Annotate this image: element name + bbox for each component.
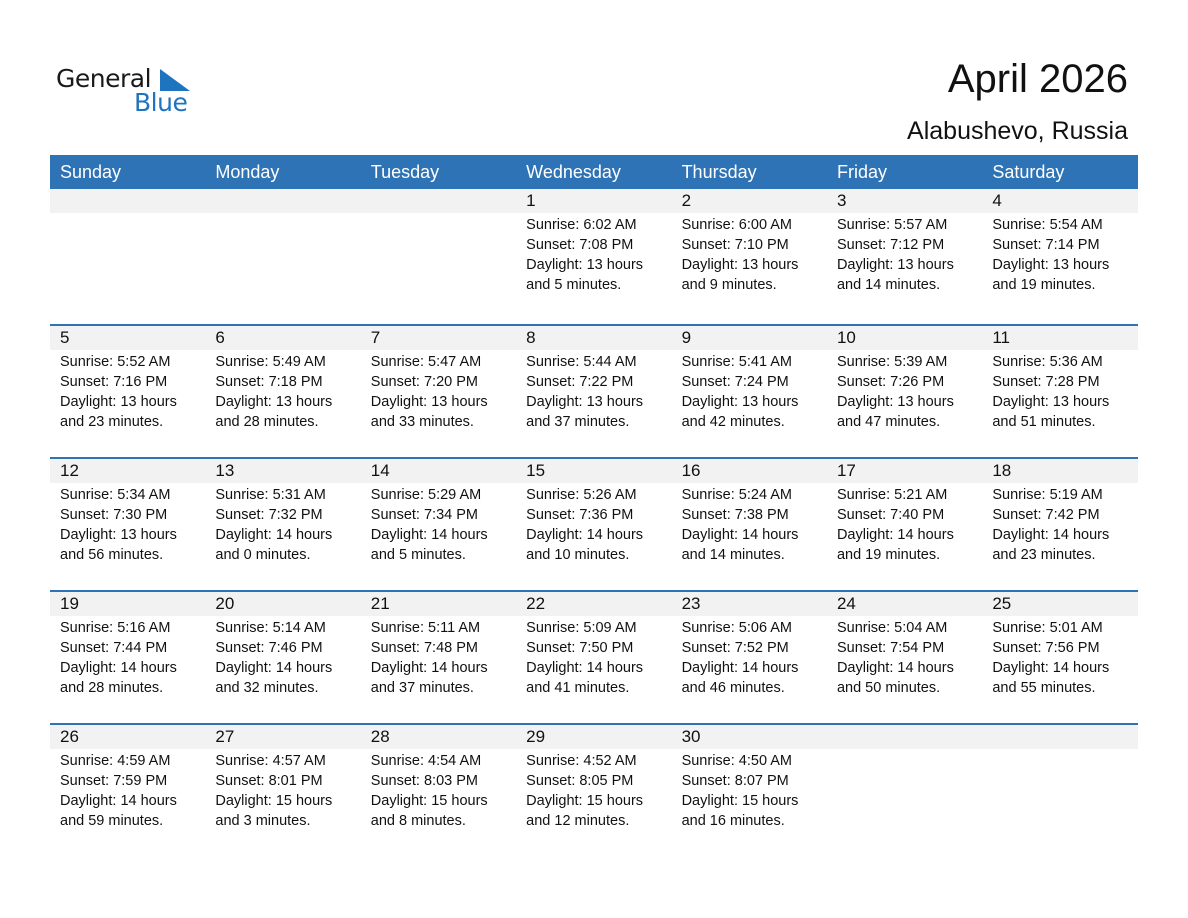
daylight-text: Daylight: 15 hours — [526, 793, 644, 809]
minutes-text: and 33 minutes. — [370, 414, 474, 430]
minutes-text: and 5 minutes. — [526, 277, 622, 293]
sun-info — [215, 485, 360, 565]
weekday-friday: Friday — [836, 162, 887, 182]
sunrise-text: Sunrise: 5:06 AM — [681, 620, 792, 636]
sunset-text: Sunset: 7:24 PM — [681, 374, 789, 390]
minutes-text: and 3 minutes. — [215, 813, 311, 829]
sun-info — [682, 352, 827, 432]
day-cell — [516, 326, 671, 432]
daylight-text: Daylight: 14 hours — [215, 527, 333, 543]
day-cell — [827, 725, 982, 831]
day-cell — [516, 189, 671, 295]
day-number — [60, 189, 205, 213]
minutes-text: and 19 minutes. — [836, 547, 941, 563]
sun-info — [992, 352, 1137, 432]
weekday-saturday: Saturday — [992, 162, 1065, 182]
day-number: 15 — [526, 461, 546, 480]
day-cell — [205, 459, 360, 565]
sun-info — [992, 215, 1137, 295]
day-number: 16 — [681, 461, 701, 480]
day-cell — [205, 189, 360, 295]
minutes-text: and 8 minutes. — [370, 813, 466, 829]
calendar-week — [50, 189, 1138, 324]
calendar-weeks — [50, 189, 1138, 856]
sunset-text: Sunset: 7:56 PM — [992, 640, 1100, 656]
day-number: 25 — [992, 594, 1012, 613]
daylight-text: Daylight: 13 hours — [992, 394, 1110, 410]
sun-info — [60, 485, 205, 565]
sunset-text: Sunset: 7:36 PM — [526, 507, 634, 523]
sunrise-text: Sunrise: 5:24 AM — [681, 487, 792, 503]
sun-info — [682, 215, 827, 295]
day-number — [371, 189, 516, 213]
weekday-tuesday: Tuesday — [370, 162, 440, 182]
sun-info — [371, 751, 516, 831]
daylight-text: Daylight: 14 hours — [370, 660, 488, 676]
day-number: 6 — [215, 328, 225, 347]
sunset-text: Sunset: 7:42 PM — [992, 507, 1100, 523]
daylight-text: Daylight: 14 hours — [60, 793, 177, 809]
sunset-text: Sunset: 7:34 PM — [370, 507, 478, 523]
day-cell — [50, 189, 205, 295]
daylight-text: Daylight: 14 hours — [836, 660, 954, 676]
day-number: 10 — [836, 328, 856, 347]
sunset-text: Sunset: 7:50 PM — [526, 640, 634, 656]
sun-info — [682, 485, 827, 565]
day-number: 11 — [992, 328, 1010, 347]
minutes-text: and 10 minutes. — [526, 547, 630, 563]
daylight-text: Daylight: 14 hours — [992, 660, 1110, 676]
minutes-text: and 5 minutes. — [370, 547, 466, 563]
day-cell — [516, 725, 671, 831]
sun-info — [526, 751, 671, 831]
minutes-text: and 23 minutes. — [992, 547, 1096, 563]
sunrise-text: Sunrise: 5:09 AM — [526, 620, 637, 636]
sun-info — [215, 352, 360, 432]
daylight-text: Daylight: 14 hours — [992, 527, 1110, 543]
minutes-text: and 37 minutes. — [526, 414, 630, 430]
daylight-text: Daylight: 13 hours — [370, 394, 488, 410]
day-number: 2 — [681, 191, 692, 210]
daylight-text: Daylight: 14 hours — [681, 660, 799, 676]
sunset-text: Sunset: 7:08 PM — [526, 237, 634, 253]
day-cell — [50, 459, 205, 565]
minutes-text: and 51 minutes. — [992, 414, 1096, 430]
minutes-text: and 55 minutes. — [992, 680, 1096, 696]
daylight-text: Daylight: 14 hours — [370, 527, 488, 543]
day-number: 26 — [60, 727, 79, 746]
daylight-text: Daylight: 13 hours — [60, 394, 177, 410]
day-number: 17 — [836, 461, 856, 480]
sun-info — [837, 485, 982, 565]
day-cell — [672, 326, 827, 432]
sunset-text: Sunset: 7:22 PM — [526, 374, 634, 390]
sunrise-text: Sunrise: 5:44 AM — [526, 354, 637, 370]
daylight-text: Daylight: 14 hours — [526, 660, 644, 676]
sunset-text: Sunset: 8:03 PM — [370, 773, 478, 789]
calendar — [50, 155, 1138, 856]
page-title: April 2026 — [947, 57, 1128, 101]
day-number: 20 — [215, 594, 235, 613]
day-number: 19 — [60, 594, 79, 613]
day-cell — [982, 592, 1137, 698]
logo-general-text: General — [56, 64, 152, 93]
day-cell — [50, 326, 205, 432]
sunrise-text: Sunrise: 5:47 AM — [370, 354, 482, 370]
sun-info — [526, 352, 671, 432]
minutes-text: and 19 minutes. — [992, 277, 1096, 293]
day-number: 27 — [215, 727, 235, 746]
day-cell — [672, 725, 827, 831]
daylight-text: Daylight: 13 hours — [60, 527, 177, 543]
daylight-text: Daylight: 14 hours — [836, 527, 954, 543]
sunrise-text: Sunrise: 5:41 AM — [681, 354, 792, 370]
day-cell — [827, 459, 982, 565]
sunrise-text: Sunrise: 4:50 AM — [681, 753, 792, 769]
location-subtitle: Alabushevo, Russia — [907, 117, 1128, 145]
sun-info — [60, 352, 205, 432]
sunrise-text: Sunrise: 5:39 AM — [836, 354, 948, 370]
sunrise-text: Sunrise: 6:00 AM — [681, 217, 792, 233]
day-cell — [672, 459, 827, 565]
week-row — [50, 725, 1138, 831]
sunset-text: Sunset: 7:10 PM — [681, 237, 789, 253]
sunrise-text: Sunrise: 4:59 AM — [60, 753, 171, 769]
minutes-text: and 16 minutes. — [681, 813, 785, 829]
day-cell — [672, 592, 827, 698]
minutes-text: and 28 minutes. — [60, 680, 164, 696]
weekday-thursday: Thursday — [681, 162, 757, 182]
day-cell — [361, 592, 516, 698]
sunset-text: Sunset: 8:01 PM — [215, 773, 323, 789]
sunset-text: Sunset: 7:18 PM — [215, 374, 323, 390]
sun-info — [60, 751, 205, 831]
day-cell — [50, 592, 205, 698]
day-cell — [516, 459, 671, 565]
sun-info — [371, 352, 516, 432]
daylight-text: Daylight: 14 hours — [526, 527, 644, 543]
sun-info — [992, 485, 1137, 565]
sunset-text: Sunset: 7:20 PM — [370, 374, 478, 390]
day-number — [837, 725, 982, 749]
sun-info — [215, 751, 360, 831]
sunrise-text: Sunrise: 5:49 AM — [215, 354, 326, 370]
minutes-text: and 47 minutes. — [836, 414, 941, 430]
sunset-text: Sunset: 7:14 PM — [992, 237, 1100, 253]
daylight-text: Daylight: 13 hours — [992, 257, 1110, 273]
minutes-text: and 50 minutes. — [836, 680, 941, 696]
sun-info — [992, 618, 1137, 698]
day-number: 5 — [60, 328, 70, 347]
daylight-text: Daylight: 15 hours — [215, 793, 333, 809]
minutes-text: and 42 minutes. — [681, 414, 785, 430]
minutes-text: and 14 minutes. — [681, 547, 785, 563]
sunset-text: Sunset: 7:16 PM — [60, 374, 168, 390]
sun-info — [371, 485, 516, 565]
minutes-text: and 14 minutes. — [836, 277, 941, 293]
day-cell — [827, 326, 982, 432]
sun-info — [526, 618, 671, 698]
sunset-text: Sunset: 7:59 PM — [60, 773, 168, 789]
day-cell — [827, 189, 982, 295]
day-number: 18 — [992, 461, 1012, 480]
sunset-text: Sunset: 7:40 PM — [836, 507, 945, 523]
day-number — [215, 189, 360, 213]
minutes-text: and 32 minutes. — [215, 680, 319, 696]
minutes-text: and 56 minutes. — [60, 547, 164, 563]
daylight-text: Daylight: 13 hours — [836, 257, 954, 273]
week-row — [50, 592, 1138, 698]
week-row — [50, 326, 1138, 432]
sunset-text: Sunset: 7:52 PM — [681, 640, 789, 656]
calendar-week — [50, 324, 1138, 457]
sunset-text: Sunset: 8:05 PM — [526, 773, 634, 789]
minutes-text: and 46 minutes. — [681, 680, 785, 696]
minutes-text: and 9 minutes. — [681, 277, 777, 293]
day-cell — [982, 326, 1137, 432]
day-number: 29 — [526, 727, 546, 746]
day-cell — [982, 459, 1137, 565]
minutes-text: and 28 minutes. — [215, 414, 319, 430]
day-number: 8 — [526, 328, 536, 347]
sunrise-text: Sunrise: 4:54 AM — [370, 753, 482, 769]
sun-info — [837, 618, 982, 698]
sun-info — [60, 618, 205, 698]
daylight-text: Daylight: 14 hours — [60, 660, 177, 676]
week-row — [50, 459, 1138, 565]
sunrise-text: Sunrise: 5:16 AM — [60, 620, 171, 636]
day-number: 14 — [370, 461, 390, 480]
day-number — [992, 725, 1137, 749]
day-number: 9 — [681, 328, 692, 347]
sunset-text: Sunset: 7:48 PM — [370, 640, 478, 656]
day-number: 23 — [681, 594, 701, 613]
minutes-text: and 41 minutes. — [526, 680, 630, 696]
sun-info — [682, 751, 827, 831]
daylight-text: Daylight: 13 hours — [215, 394, 333, 410]
day-number: 13 — [215, 461, 235, 480]
sunset-text: Sunset: 8:07 PM — [681, 773, 789, 789]
minutes-text: and 59 minutes. — [60, 813, 164, 829]
minutes-text: and 37 minutes. — [370, 680, 474, 696]
daylight-text: Daylight: 13 hours — [681, 257, 799, 273]
day-cell — [50, 725, 205, 831]
day-cell — [982, 725, 1137, 831]
sun-info — [526, 485, 671, 565]
sunrise-text: Sunrise: 5:29 AM — [370, 487, 482, 503]
sunset-text: Sunset: 7:26 PM — [836, 374, 945, 390]
day-number: 24 — [836, 594, 856, 613]
day-cell — [672, 189, 827, 295]
daylight-text: Daylight: 13 hours — [681, 394, 799, 410]
sunset-text: Sunset: 7:38 PM — [681, 507, 789, 523]
day-number: 28 — [370, 727, 390, 746]
sun-info — [682, 618, 827, 698]
daylight-text: Daylight: 13 hours — [836, 394, 954, 410]
weekday-monday: Monday — [215, 162, 280, 182]
sunrise-text: Sunrise: 5:57 AM — [836, 217, 948, 233]
daylight-text: Daylight: 13 hours — [526, 257, 644, 273]
calendar-week — [50, 457, 1138, 590]
day-cell — [516, 592, 671, 698]
day-cell — [205, 592, 360, 698]
sun-info — [837, 352, 982, 432]
sunrise-text: Sunrise: 5:01 AM — [992, 620, 1103, 636]
daylight-text: Daylight: 13 hours — [526, 394, 644, 410]
day-number: 7 — [370, 328, 381, 347]
sunrise-text: Sunrise: 4:52 AM — [526, 753, 637, 769]
weekday-header — [50, 155, 1138, 189]
sunrise-text: Sunrise: 5:21 AM — [836, 487, 948, 503]
sunset-text: Sunset: 7:12 PM — [836, 237, 945, 253]
day-cell — [205, 725, 360, 831]
calendar-week — [50, 723, 1138, 856]
day-cell — [361, 326, 516, 432]
daylight-text: Daylight: 15 hours — [370, 793, 488, 809]
sunrise-text: Sunrise: 5:34 AM — [60, 487, 171, 503]
sunrise-text: Sunrise: 4:57 AM — [215, 753, 326, 769]
day-number: 1 — [526, 191, 536, 210]
sunset-text: Sunset: 7:44 PM — [60, 640, 168, 656]
daylight-text: Daylight: 14 hours — [215, 660, 333, 676]
sun-info — [837, 215, 982, 295]
sunrise-text: Sunrise: 5:19 AM — [992, 487, 1103, 503]
sunset-text: Sunset: 7:32 PM — [215, 507, 323, 523]
sunrise-text: Sunrise: 5:11 AM — [370, 620, 481, 636]
sunrise-text: Sunrise: 6:02 AM — [526, 217, 637, 233]
sunset-text: Sunset: 7:28 PM — [992, 374, 1100, 390]
day-number: 3 — [836, 191, 847, 210]
logo-blue-text: Blue — [134, 88, 188, 117]
weekday-wednesday: Wednesday — [526, 162, 621, 182]
logo — [56, 64, 196, 120]
sunrise-text: Sunrise: 5:14 AM — [215, 620, 326, 636]
sunset-text: Sunset: 7:30 PM — [60, 507, 168, 523]
day-number: 4 — [992, 191, 1002, 210]
sunset-text: Sunset: 7:46 PM — [215, 640, 323, 656]
sunrise-text: Sunrise: 5:04 AM — [836, 620, 948, 636]
day-cell — [361, 459, 516, 565]
weekday-sunday: Sunday — [60, 162, 122, 182]
sunrise-text: Sunrise: 5:52 AM — [60, 354, 171, 370]
sun-info — [371, 618, 516, 698]
minutes-text: and 12 minutes. — [526, 813, 630, 829]
sun-info — [215, 618, 360, 698]
minutes-text: and 23 minutes. — [60, 414, 164, 430]
sun-info — [526, 215, 671, 295]
daylight-text: Daylight: 15 hours — [681, 793, 799, 809]
day-number: 30 — [681, 727, 701, 746]
day-cell — [827, 592, 982, 698]
minutes-text: and 0 minutes. — [215, 547, 311, 563]
day-number: 21 — [370, 594, 390, 613]
daylight-text: Daylight: 14 hours — [681, 527, 799, 543]
sunset-text: Sunset: 7:54 PM — [836, 640, 945, 656]
day-number: 12 — [60, 461, 79, 480]
day-number: 22 — [526, 594, 546, 613]
day-cell — [982, 189, 1137, 295]
sunrise-text: Sunrise: 5:36 AM — [992, 354, 1103, 370]
sunrise-text: Sunrise: 5:54 AM — [992, 217, 1103, 233]
sunrise-text: Sunrise: 5:31 AM — [215, 487, 326, 503]
sunrise-text: Sunrise: 5:26 AM — [526, 487, 637, 503]
week-row — [50, 189, 1138, 295]
day-cell — [361, 725, 516, 831]
day-cell — [205, 326, 360, 432]
calendar-week — [50, 590, 1138, 723]
day-cell — [361, 189, 516, 295]
